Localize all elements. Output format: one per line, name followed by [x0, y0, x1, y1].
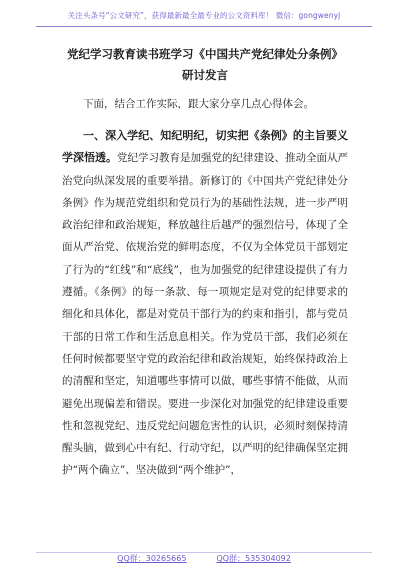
- section-1-paragraph: [62, 125, 348, 482]
- qq-number-1: 30265665: [145, 554, 187, 563]
- document-body: [62, 44, 348, 482]
- section-1-heading: 一、深入学纪、知纪明纪，切实把《条例》的主旨要义学深悟透。: [62, 129, 348, 165]
- qq-label-2: QQ群：: [216, 554, 246, 563]
- qq-number-2: 535304092: [245, 554, 291, 563]
- banner-divider: [36, 26, 372, 27]
- banner-text: 关注头条号“公文研究”，获得最新最全最专业的公文资料库！ 微信：gongwenyj: [67, 11, 341, 20]
- qq-label-1: QQ群：: [117, 554, 146, 563]
- intro-paragraph: 下面，结合工作实际，跟大家分享几点心得体会。: [83, 98, 314, 110]
- section-1-text: 党纪学习教育是加强党的纪律建设、推动全面从严治党向纵深发展的重要举措。新修订的《中国共产党纪律处分条例》作为规范党组织和党员行为的基础性法规，进一步严明政治纪律和政治规矩，释放越往后越严的强烈信号，体现了全面从严治党、依规治党的鲜明态度，不仅为全体党员干部划定了行为的“红线”和“底线”，也为加强党的纪律建设提供了有力遵循。《条例》的每一条款、每一项规定是对党的纪律要求的细化和具体化，都是对党员干部行为的约束和指引，都与党员干部的日常工作和生活息息相关。作为党员干部，我们必须在任何时候都要坚守党的政治纪律和政治规矩，始终保持政治上的清醒和坚定，知道哪些事情可以做，哪些事情不能做，从而避免出现偏差和错误。要进一步深化对加强党的纪律建设重要性和忽视党纪、违反党纪问题危害性的认识，必须时刻保持清醒头脑，做到心中有纪、行动守纪，以严明的纪律确保坚定拥护“两个确立”、坚决做到“两个维护”，: [62, 152, 348, 477]
- document-title: 党纪学习教育读书班学习《中国共产党纪律处分条例》研讨发言: [67, 47, 343, 82]
- footer: [0, 553, 408, 573]
